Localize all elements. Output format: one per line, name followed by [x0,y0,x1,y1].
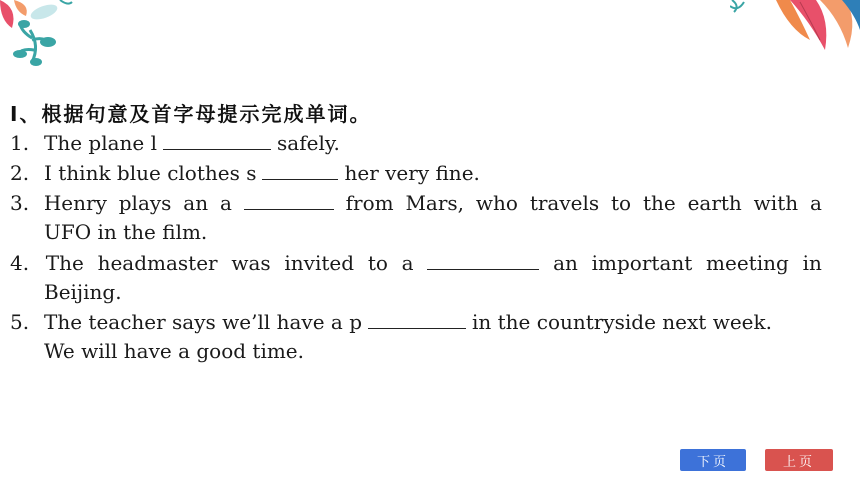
question-5 [10,306,772,337]
word: plays [118,191,172,215]
word: an [553,251,578,275]
answer-blank[interactable] [244,187,334,210]
question-text-before: I think blue clothes s [44,161,257,185]
question-5-line-2: We will have a good time. [44,339,304,363]
word: an [183,191,209,215]
word: important [591,251,693,275]
question-text-after: safely. [277,131,340,155]
next-page-button[interactable]: 下页 [680,449,746,471]
word: Mars, [405,191,465,215]
question-4 [10,247,822,278]
question-text-before: The teacher says we’ll have a p [44,310,362,334]
word: headmaster [97,251,218,275]
answer-blank[interactable] [368,306,466,329]
answer-blank[interactable] [427,247,539,270]
word: who [475,191,518,215]
question-1 [10,127,340,158]
word: the [642,191,676,215]
word: in [802,251,822,275]
word: meeting [706,251,789,275]
question-text-after: in the countryside next week. [472,310,772,334]
exercise-heading: Ⅰ、根据句意及首字母提示完成单词。 [10,102,372,126]
question-number: 2. [10,161,30,185]
question-3 [10,187,822,218]
word: invited [284,251,355,275]
word: earth [687,191,742,215]
question-number: 1. [10,131,30,155]
question-number: 3. [10,191,30,215]
word: a [219,191,232,215]
answer-blank[interactable] [262,157,338,180]
word: with [753,191,799,215]
answer-blank[interactable] [163,127,271,150]
word: to [611,191,632,215]
word: travels [529,191,600,215]
word: a [809,191,822,215]
leaf-decoration-left-icon [0,0,90,70]
previous-page-button[interactable]: 上页 [765,449,833,471]
leaf-decoration-right-icon [730,0,860,55]
word: The [45,251,84,275]
question-3-line-2: UFO in the film. [44,220,208,244]
question-number: 5. [10,310,30,334]
question-text-before: The plane l [44,131,158,155]
word: a [401,251,414,275]
word: Henry [43,191,107,215]
question-number: 4. [10,251,30,275]
question-4-line-2: Beijing. [44,280,122,304]
word: was [231,251,271,275]
question-text-after: her very fine. [344,161,480,185]
word: to [367,251,388,275]
question-2 [10,157,480,188]
word: from [345,191,394,215]
